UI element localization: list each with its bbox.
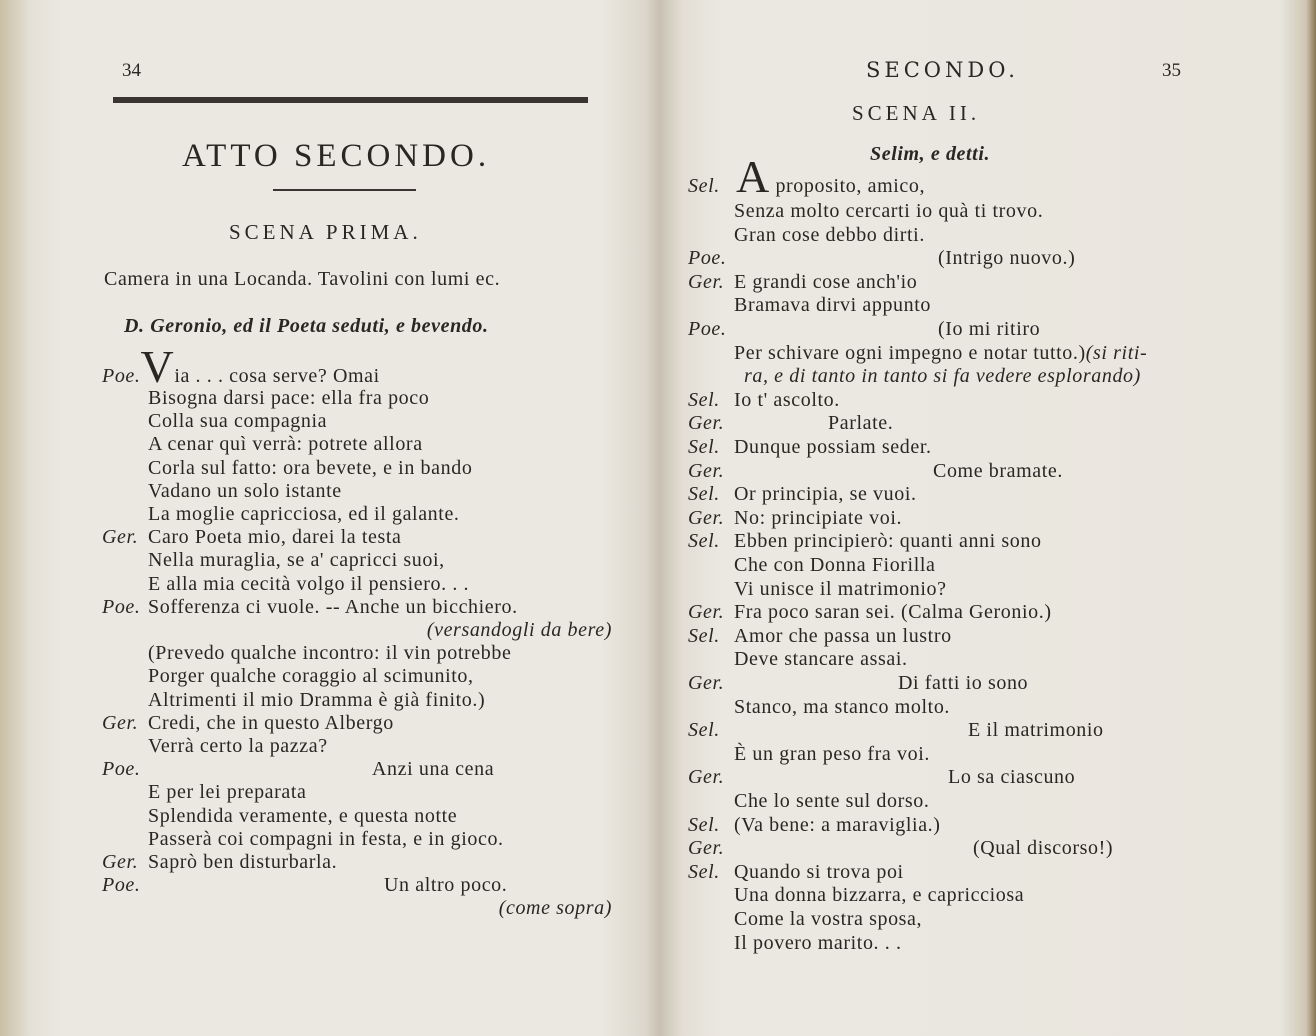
line-text: Corla sul fatto: ora bevete, e in bando	[148, 456, 473, 479]
dialogue-line	[734, 932, 902, 955]
dialogue-line	[688, 625, 952, 648]
stage-direction: (versandogli da bere)	[426, 619, 612, 641]
dialogue-line	[688, 460, 1063, 483]
line-text: A cenar quì verrà: potrete allora	[148, 433, 423, 456]
dialogue-line	[148, 689, 485, 712]
line-text: (Intrigo nuovo.)	[938, 247, 1076, 270]
dialogue-line	[688, 412, 893, 435]
line-text: Nella muraglia, se a' capricci suoi,	[148, 549, 445, 572]
dialogue-line	[688, 483, 917, 506]
dialogue-line	[688, 766, 1075, 789]
page-number-right: 35	[1162, 60, 1181, 81]
line-text: Sofferenza ci vuole. -- Anche un bicchiero.	[148, 595, 518, 618]
dialogue-line	[688, 837, 1113, 860]
speaker-label: Sel.	[688, 624, 720, 647]
line-text: Verrà certo la pazza?	[148, 735, 328, 757]
scene-characters-left: D. Geronio, ed il Poeta seduti, e bevendo.	[124, 315, 489, 337]
stage-direction: ra, e di tanto in tanto si fa vedere esplorando)	[744, 365, 1141, 388]
dialogue-line	[102, 596, 518, 619]
dialogue-line	[102, 712, 394, 735]
line-text: (Va bene: a maraviglia.)	[734, 813, 941, 836]
line-text: Splendida veramente, e questa notte	[148, 804, 458, 827]
dialogue-line	[148, 642, 511, 665]
line-text: E grandi cose anch'io	[734, 270, 918, 293]
line-text: Di fatti io sono	[898, 672, 1029, 694]
dialogue-line	[734, 648, 908, 671]
line-text: E per lei preparata	[148, 781, 307, 804]
line-text: Vi unisce il matrimonio?	[734, 577, 947, 600]
speaker-label: Sel.	[688, 436, 720, 458]
speaker-label: Poe.	[102, 758, 141, 781]
line-text: Come bramate.	[933, 459, 1063, 482]
act-title: ATTO SECONDO.	[182, 138, 491, 174]
line-text: E alla mia cecità volgo il pensiero. . .	[148, 572, 470, 595]
page-number-left: 34	[122, 60, 141, 81]
speaker-label: Poe.	[102, 595, 141, 618]
drop-cap-left: V	[140, 341, 175, 392]
dialogue-line	[688, 271, 917, 294]
line-text: Parlate.	[828, 412, 894, 435]
dialogue-line	[744, 365, 1141, 388]
dialogue-line	[688, 530, 1042, 553]
line-text: Che lo sente sul dorso.	[734, 790, 930, 812]
line-text: Bisogna darsi pace: ella fra poco	[148, 387, 430, 409]
dialogue-line	[102, 758, 494, 781]
line-text: Senza molto cercarti io quà ti trovo.	[734, 200, 1044, 222]
dialogue-line	[734, 200, 1043, 223]
dialogue-line	[102, 874, 507, 897]
speaker-label: Ger.	[102, 526, 139, 549]
line-text: Per schivare ogni impegno e notar tutto.)	[734, 341, 1086, 364]
first-line-right	[688, 151, 926, 202]
dialogue-line	[102, 526, 401, 549]
line-text: Amor che passa un lustro	[734, 624, 952, 647]
dialogue-line	[148, 457, 472, 480]
line-text: No: principiate voi.	[734, 506, 903, 529]
speaker-label: Poe.	[688, 247, 727, 270]
first-line-left	[102, 341, 380, 392]
line-text: Vadano un solo istante	[148, 479, 342, 502]
line-text: Un altro poco.	[384, 874, 508, 897]
speaker-label: Ger.	[688, 459, 725, 482]
speaker-label: Sel.	[688, 530, 720, 553]
dialogue-line	[148, 573, 469, 596]
dialogue-line	[688, 436, 932, 459]
dialogue-line	[148, 781, 307, 804]
first-line-text: proposito, amico,	[775, 175, 926, 197]
stage-direction: (si riti-	[1085, 341, 1148, 364]
speaker-label: Ger.	[688, 837, 725, 860]
line-text: La moglie capricciosa, ed il galante.	[148, 503, 460, 525]
line-text: (Io mi ritiro	[938, 318, 1041, 340]
dialogue-line	[148, 433, 423, 456]
dialogue-line	[148, 735, 328, 758]
dialogue-line	[734, 554, 936, 577]
line-text: Anzi una cena	[372, 758, 495, 781]
line-text: Caro Poeta mio, darei la testa	[148, 526, 402, 549]
line-text: Porger qualche coraggio al scimunito,	[148, 665, 474, 688]
speaker-label: Poe.	[102, 365, 141, 387]
dialogue-line	[688, 814, 941, 837]
dialogue-line	[148, 387, 429, 410]
running-head: SECONDO.	[866, 58, 1019, 82]
dialogue-line	[148, 805, 457, 828]
dialogue-line	[734, 696, 950, 719]
dialogue-line	[688, 719, 1104, 742]
dialogue-line	[734, 743, 930, 766]
speaker-label: Poe.	[688, 318, 727, 340]
line-text: Dunque possiam seder.	[734, 436, 932, 458]
right-page	[660, 0, 1316, 1036]
line-text: Deve stancare assai.	[734, 648, 908, 671]
title-rule	[273, 189, 416, 191]
line-text: È un gran peso fra voi.	[734, 742, 930, 765]
line-text: Fra poco saran sei. (Calma Geronio.)	[734, 601, 1052, 624]
speaker-label: Ger.	[688, 766, 725, 789]
line-text: Credi, che in questo Albergo	[148, 711, 394, 734]
line-text: (Prevedo qualche incontro: il vin potrebbe	[148, 642, 512, 665]
line-text: Saprò ben disturbarla.	[148, 851, 338, 873]
line-text: Bramava dirvi appunto	[734, 294, 931, 317]
line-text: Come la vostra sposa,	[734, 908, 923, 930]
dialogue-line	[688, 318, 1040, 341]
dialogue-line	[148, 828, 504, 851]
dialogue-line	[734, 790, 929, 813]
stage-setting: Camera in una Locanda. Tavolini con lumi ec.	[104, 268, 501, 290]
dialogue-line	[148, 503, 460, 526]
dialogue-line	[734, 908, 922, 931]
dialogue-line	[148, 549, 445, 572]
drop-cap-right: A	[736, 151, 770, 202]
line-text: (Qual discorso!)	[973, 837, 1114, 860]
speaker-label: Poe.	[102, 874, 141, 897]
line-text: Gran cose debbo dirti.	[734, 223, 925, 246]
dialogue-line	[688, 672, 1028, 695]
dialogue-line	[734, 224, 925, 247]
line-text: Il povero marito. . .	[734, 931, 902, 954]
dialogue-line	[148, 480, 342, 503]
dialogue-line	[688, 861, 904, 884]
stage-direction: (come sopra)	[498, 897, 612, 920]
scene-title-left: SCENA PRIMA.	[229, 220, 422, 244]
line-text: Io t' ascolto.	[734, 388, 840, 411]
dialogue-line	[102, 851, 337, 874]
line-text: Colla sua compagnia	[148, 410, 328, 433]
speaker-label: Sel.	[688, 388, 720, 411]
speaker-label: Ger.	[102, 851, 139, 873]
speaker-label: Sel.	[688, 860, 720, 883]
header-rule	[113, 97, 588, 103]
line-text: Che con Donna Fiorilla	[734, 554, 936, 576]
line-text: Una donna bizzarra, e capricciosa	[734, 884, 1025, 907]
line-text: Ebben principierò: quanti anni sono	[734, 530, 1042, 553]
line-text: Lo sa ciascuno	[948, 766, 1076, 789]
first-line-text: ia . . . cosa serve? Omai	[174, 365, 380, 387]
dialogue-line	[499, 897, 612, 920]
line-text: E il matrimonio	[968, 719, 1104, 742]
line-text: Altrimenti il mio Dramma è già finito.)	[148, 688, 486, 711]
dialogue-line	[688, 601, 1052, 624]
dialogue-line	[148, 410, 327, 433]
speaker-label: Ger.	[102, 711, 139, 734]
dialogue-line	[734, 342, 1147, 365]
dialogue-line	[734, 578, 947, 601]
dialogue-line	[688, 507, 902, 530]
dialogue-line	[734, 884, 1024, 907]
speaker-label: Ger.	[688, 412, 725, 435]
speaker-label: Sel.	[688, 175, 720, 197]
dialogue-line	[734, 294, 931, 317]
scene-characters-right: Selim, e detti.	[870, 143, 991, 165]
speaker-label: Ger.	[688, 601, 725, 624]
speaker-label: Ger.	[688, 672, 725, 694]
line-text: Quando si trova poi	[734, 860, 904, 883]
dialogue-line	[148, 665, 474, 688]
speaker-label: Ger.	[688, 506, 725, 529]
speaker-label: Sel.	[688, 483, 720, 506]
line-text: Stanco, ma stanco molto.	[734, 695, 951, 718]
dialogue-line	[688, 247, 1075, 270]
speaker-label: Sel.	[688, 719, 720, 742]
speaker-label: Sel.	[688, 813, 720, 836]
line-text: Or principia, se vuoi.	[734, 483, 917, 506]
dialogue-line	[427, 619, 612, 642]
line-text: Passerà coi compagni in festa, e in gioco.	[148, 827, 504, 850]
dialogue-line	[688, 389, 840, 412]
speaker-label: Ger.	[688, 270, 725, 293]
scene-title-right: SCENA II.	[852, 101, 981, 125]
